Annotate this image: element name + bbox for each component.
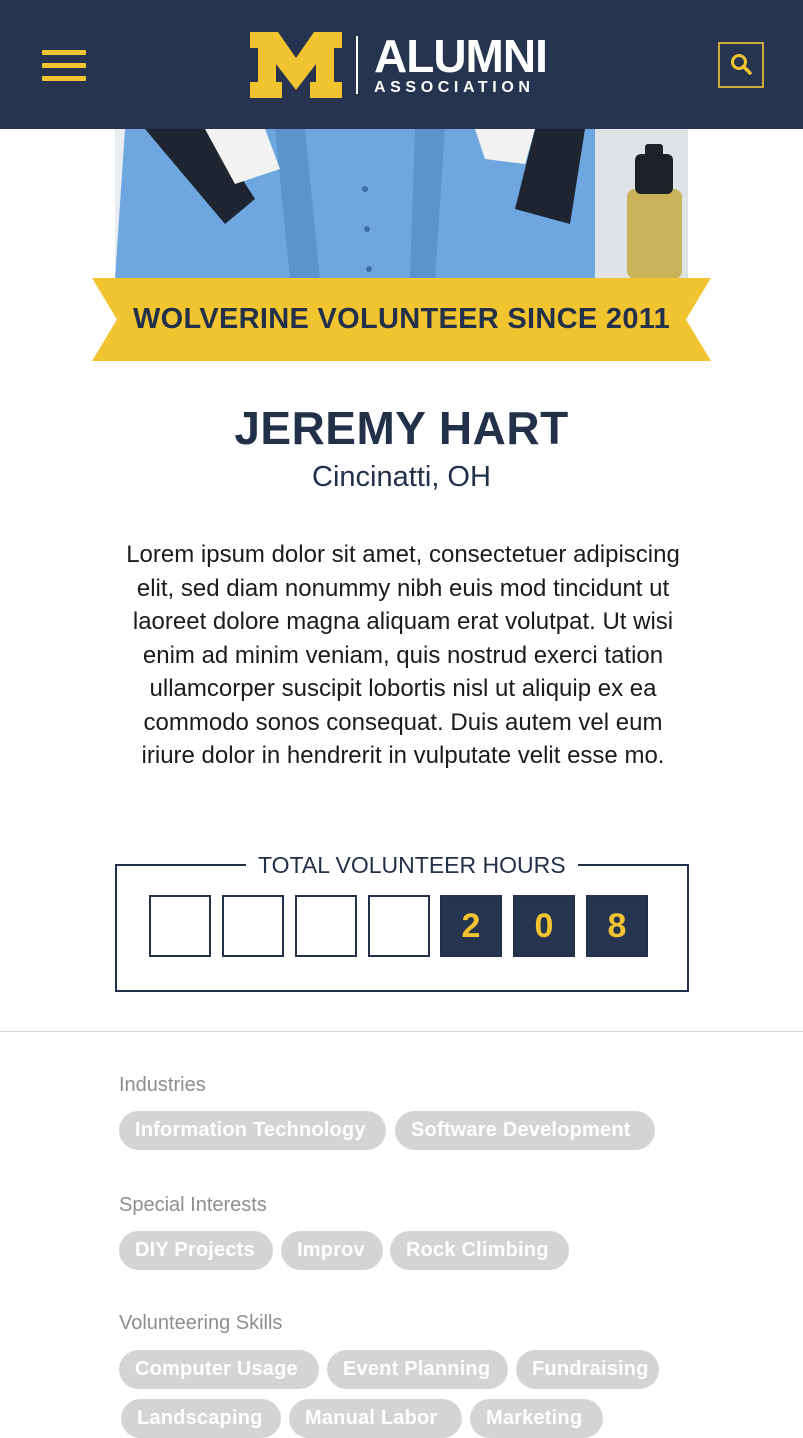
- profile-name: JEREMY HART: [234, 402, 569, 454]
- tag-rock-climbing[interactable]: Rock Climbing: [390, 1231, 569, 1270]
- top-header: [0, 0, 803, 129]
- logo-text-alumni: ALUMNI: [374, 30, 547, 82]
- profile-bio: Lorem ipsum dolor sit amet, consectetuer adipiscing elit, sed diam nonummy nibh euis mod tincidunt ut laoreet dolore magna aliquam erat volutpat. Ut wisi enim ad minim veniam, quis nostrud exerci tation ullamcorper suscipit lobortis nisl ut aliquip ex ea commodo sonos consequat. Duis autem vel eum iriure dolor in hendrerit in vulputate velit esse mo.: [126, 541, 680, 769]
- tag-information-technology[interactable]: Information Technology: [119, 1111, 386, 1150]
- industries-title: Industries: [119, 1074, 206, 1096]
- tag-software-development[interactable]: Software Development: [395, 1111, 655, 1150]
- tag-event-planning[interactable]: Event Planning: [327, 1350, 508, 1389]
- tag-diy-projects[interactable]: DIY Projects: [119, 1231, 273, 1270]
- hours-digit: [222, 895, 284, 957]
- special-interests-title: Special Interests: [119, 1194, 267, 1216]
- profile-photo: [115, 129, 688, 279]
- search-button[interactable]: [718, 42, 764, 88]
- section-divider: [0, 1031, 803, 1032]
- hours-digit: 0: [513, 895, 575, 957]
- hours-digit: 8: [586, 895, 648, 957]
- logo-text-association: ASSOCIATION: [374, 79, 535, 96]
- tag-marketing[interactable]: Marketing: [470, 1399, 603, 1438]
- hours-digit: [149, 895, 211, 957]
- hours-digit: 2: [440, 895, 502, 957]
- alumni-association-logo[interactable]: [250, 30, 560, 100]
- profile-location: Cincinatti, OH: [312, 461, 491, 493]
- banner-text: WOLVERINE VOLUNTEER SINCE 2011: [132, 303, 671, 335]
- tag-computer-usage[interactable]: Computer Usage: [119, 1350, 319, 1389]
- tag-fundraising[interactable]: Fundraising: [516, 1350, 659, 1389]
- logo-divider: [356, 36, 358, 94]
- hours-digit: [368, 895, 430, 957]
- tag-improv[interactable]: Improv: [281, 1231, 383, 1270]
- tag-landscaping[interactable]: Landscaping: [121, 1399, 281, 1438]
- volunteer-hours-label: TOTAL VOLUNTEER HOURS: [246, 851, 578, 879]
- block-m-logo-icon: [250, 32, 342, 98]
- hours-digit: [295, 895, 357, 957]
- volunteer-since-banner: [92, 278, 711, 361]
- volunteering-skills-title: Volunteering Skills: [119, 1312, 283, 1334]
- tag-manual-labor[interactable]: Manual Labor: [289, 1399, 462, 1438]
- search-icon: [720, 44, 762, 86]
- hamburger-menu-icon[interactable]: [42, 48, 88, 82]
